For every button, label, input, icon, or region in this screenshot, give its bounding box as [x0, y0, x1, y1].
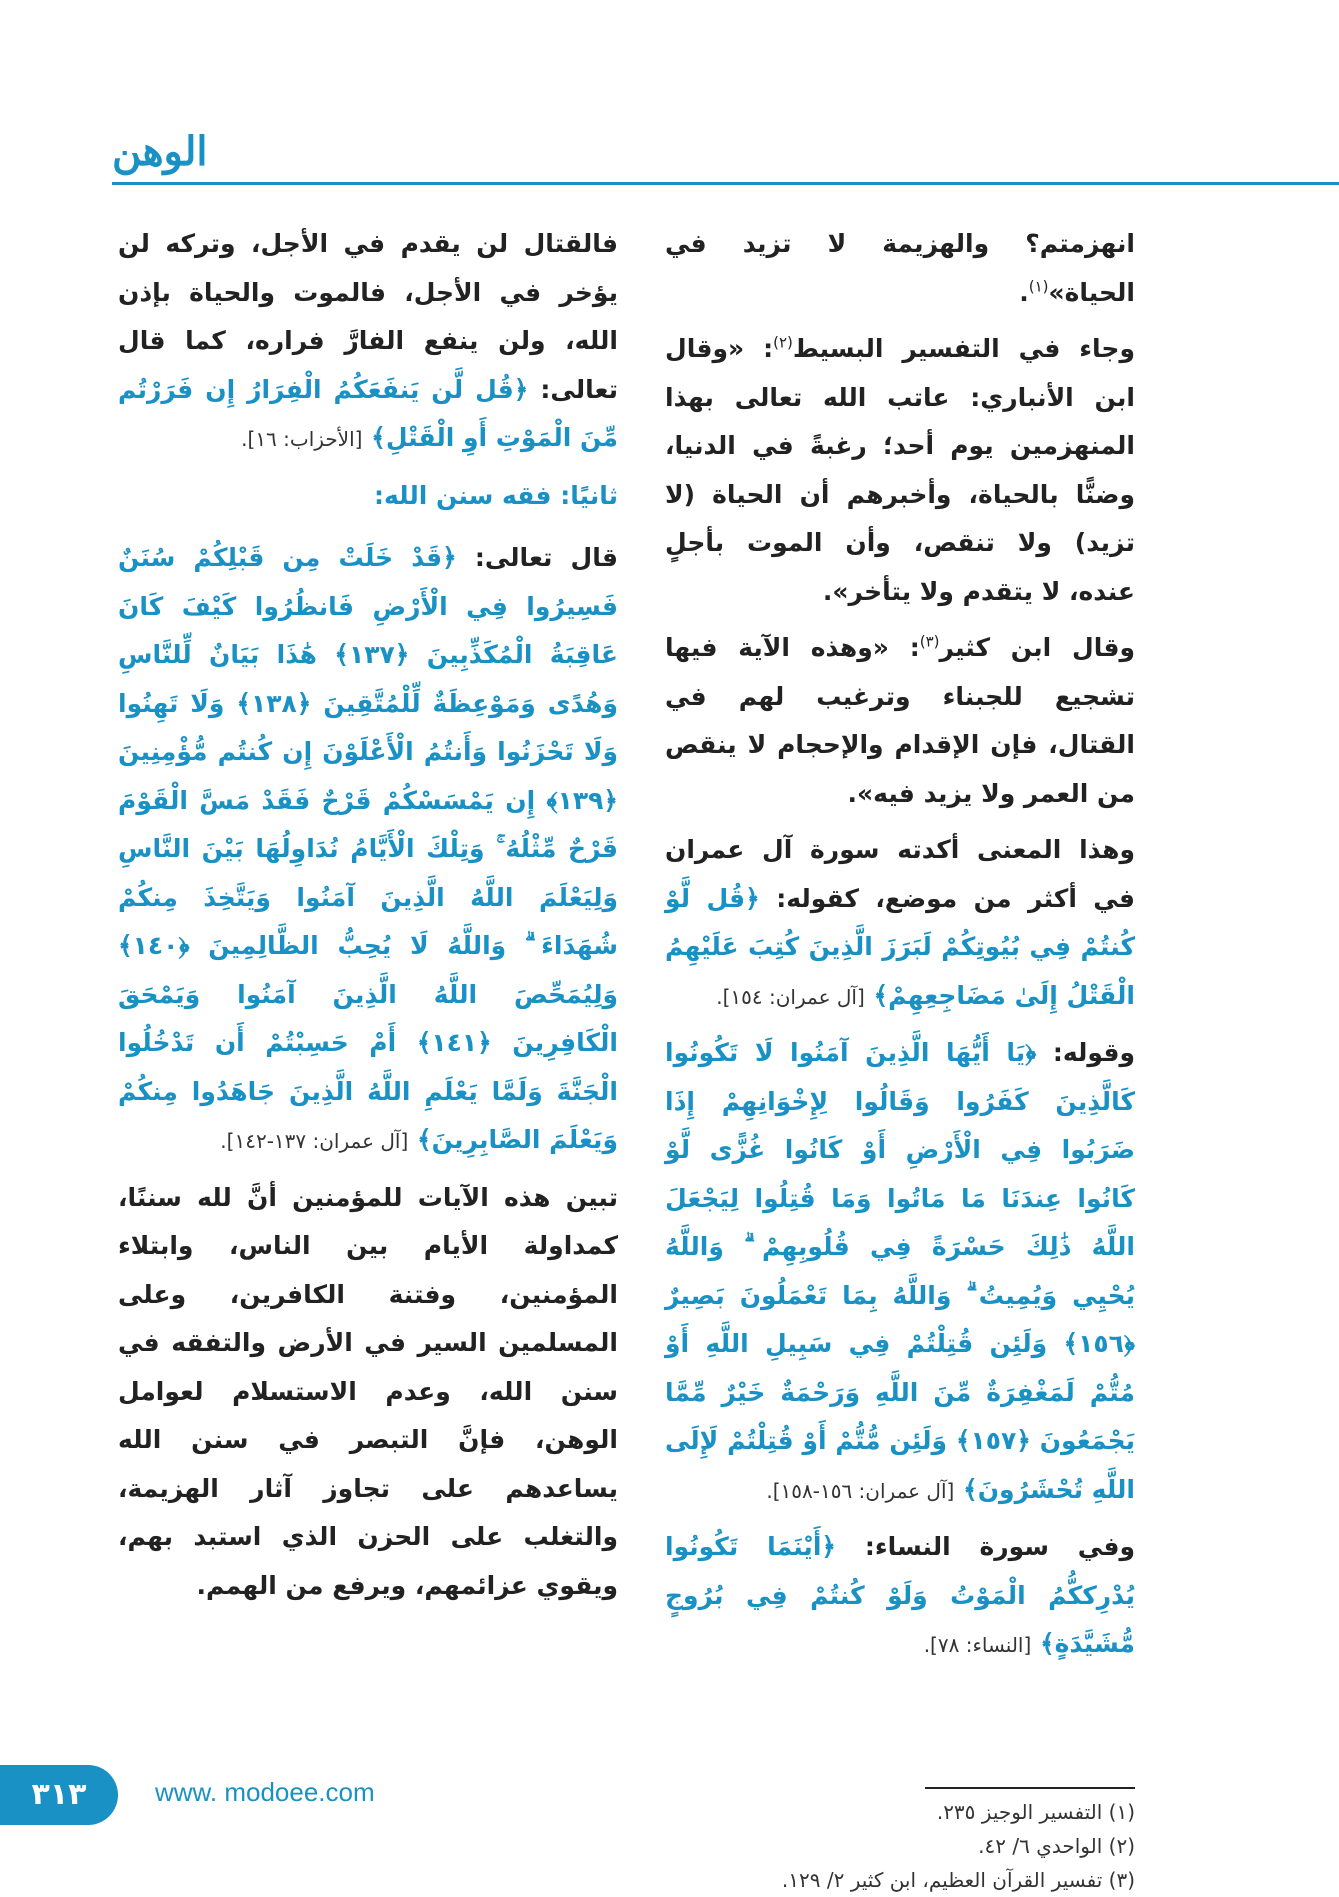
text: انهزمتم؟ والهزيمة لا تزيد في الحياة» — [665, 229, 1135, 307]
quran-verse: ﴿أَيْنَمَا تَكُونُوا يُدْرِككُّمُ الْمَوْتُ وَلَوْ كُنتُمْ فِي بُرُوجٍ مُّشَيَّدَةٍ﴾ — [665, 1532, 1135, 1658]
paragraph — [665, 1523, 1135, 1670]
footnote-marker[interactable]: (١) — [1028, 277, 1049, 296]
paragraph — [665, 1029, 1135, 1515]
page-number-badge: ٣١٣ — [0, 1765, 118, 1825]
text: وقال ابن كثير — [939, 633, 1135, 662]
footnote-marker[interactable]: (٣) — [919, 632, 940, 651]
text: : «وهذه الآية فيها تشجيع للجبناء وترغيب لهم في القتال، فإن الإقدام والإحجام لا ينقص من العمر ولا يزيد فيه». — [665, 633, 1135, 808]
text: : «وقال ابن الأنباري: عاتب الله تعالى بهذا المنهزمين يوم أحد؛ رغبةً في الدنيا، وضنًّا بالحياة، وأخبرهم أن الحياة (لا تزيد) ولا تنقص، وأن الموت بأجلٍ عنده، لا يتقدم ولا يتأخر». — [665, 334, 1135, 606]
paragraph — [665, 624, 1135, 818]
footnote-item: (١) التفسير الوجيز ٢٣٥. — [936, 1800, 1135, 1824]
footnote-divider — [925, 1787, 1135, 1789]
footnote-marker[interactable]: (٢) — [773, 333, 793, 352]
text: وهذا المعنى أكدته سورة آل عمران في أكثر من موضع، كقوله: — [665, 835, 1135, 913]
text: فالقتال لن يقدم في الأجل، وتركه لن يؤخر في الأجل، فالموت والحياة بإذن الله، ولن ينفع الفارَّ فراره، كما قال تعالى: — [118, 229, 618, 404]
paragraph — [665, 826, 1135, 1021]
text: وجاء في التفسير البسيط — [792, 334, 1135, 363]
section-subheading: ثانيًا: فقه سنن الله: — [374, 480, 618, 510]
text: قال تعالى: — [474, 543, 618, 572]
text: وفي سورة النساء: — [864, 1532, 1135, 1561]
paragraph: تبين هذه الآيات للمؤمنين أنَّ لله سننًا، كمداولة الأيام بين الناس، وابتلاء المؤمنين، وفتنة الكافرين، وعلى المسلمين السير في الأرض والتفقه في سنن الله، وعدم الاستسلام لعوامل الوهن، فإنَّ التبصر في سنن الله يساعدهم على تجاوز آثار الهزيمة، والتغلب على الحزن الذي استبد بهم، ويقوي عزائمهم، ويرفع من الهمم. — [118, 1182, 618, 1600]
verse-reference: [النساء: ٧٨]. — [923, 1633, 1032, 1657]
quran-verse: ﴿يَا أَيُّهَا الَّذِينَ آمَنُوا لَا تَكُونُوا كَالَّذِينَ كَفَرُوا وَقَالُوا لِإِخْوَانِهِمْ إِذَا ضَرَبُوا فِي الْأَرْضِ أَوْ كَانُوا غُزًّى لَّوْ كَانُوا عِندَنَا مَا مَاتُوا وَمَا قُتِلُوا لِيَجْعَلَ اللَّهُ ذَٰلِكَ حَسْرَةً فِي قُلُوبِهِمْ ۗ وَاللَّهُ يُحْيِي وَيُمِيتُ ۗ وَاللَّهُ بِمَا تَعْمَلُونَ بَصِيرٌ ﴿١٥٦﴾ وَلَئِن قُتِلْتُمْ فِي سَبِيلِ اللَّهِ أَوْ مُتُّمْ لَمَغْفِرَةٌ مِّنَ اللَّهِ وَرَحْمَةٌ خَيْرٌ مِّمَّا يَجْمَعُونَ ﴿١٥٧﴾ وَلَئِن مُّتُّمْ أَوْ قُتِلْتُمْ لَإِلَى اللَّهِ تُحْشَرُونَ﴾ — [665, 1038, 1136, 1504]
verse-reference: [آل عمران: ١٥٦-١٥٨]. — [766, 1478, 955, 1503]
footnotes — [665, 1795, 1135, 1897]
footnote-item: (٣) تفسير القرآن العظيم، ابن كثير ٢/ ١٢٩. — [781, 1868, 1135, 1892]
quran-verse: ﴿قُل لَّوْ كُنتُمْ فِي بُيُوتِكُمْ لَبَرَزَ الَّذِينَ كُتِبَ عَلَيْهِمُ الْقَتْلُ إِلَىٰ مَضَاجِعِهِمْ﴾ — [665, 883, 1135, 1010]
verse-reference: [الأحزاب: ١٦]. — [241, 427, 363, 451]
quran-verse: ﴿قَدْ خَلَتْ مِن قَبْلِكُمْ سُنَنٌ فَسِيرُوا فِي الْأَرْضِ فَانظُرُوا كَيْفَ كَانَ عَاقِبَةُ الْمُكَذِّبِينَ ﴿١٣٧﴾ هَٰذَا بَيَانٌ لِّلنَّاسِ وَهُدًى وَمَوْعِظَةٌ لِّلْمُتَّقِينَ ﴿١٣٨﴾ وَلَا تَهِنُوا وَلَا تَحْزَنُوا وَأَنتُمُ الْأَعْلَوْنَ إِن كُنتُم مُّؤْمِنِينَ ﴿١٣٩﴾ إِن يَمْسَسْكُمْ قَرْحٌ فَقَدْ مَسَّ الْقَوْمَ قَرْحٌ مِّثْلُهُ ۚ وَتِلْكَ الْأَيَّامُ نُدَاوِلُهَا بَيْنَ النَّاسِ وَلِيَعْلَمَ اللَّهُ الَّذِينَ آمَنُوا وَيَتَّخِذَ مِنكُمْ شُهَدَاءَ ۗ وَاللَّهُ لَا يُحِبُّ الظَّالِمِينَ ﴿١٤٠﴾ وَلِيُمَحِّصَ اللَّهُ الَّذِينَ آمَنُوا وَيَمْحَقَ الْكَافِرِينَ ﴿١٤١﴾ أَمْ حَسِبْتُمْ أَن تَدْخُلُوا الْجَنَّةَ وَلَمَّا يَعْلَمِ اللَّهُ الَّذِينَ جَاهَدُوا مِنكُمْ وَيَعْلَمَ الصَّابِرِينَ﴾ — [118, 543, 619, 1154]
verse-reference: [آل عمران: ١٣٧-١٤٢]. — [220, 1129, 409, 1153]
quran-verse: ﴿قُل لَّن يَنفَعَكُمُ الْفِرَارُ إِن فَرَرْتُم مِّنَ الْمَوْتِ أَوِ الْقَتْلِ﴾ — [118, 374, 618, 452]
paragraph — [665, 220, 1135, 317]
website-link[interactable]: www. modoee.com — [155, 1777, 375, 1807]
header-divider — [112, 182, 1339, 185]
page-title: الوهن — [112, 128, 208, 175]
text: وقوله: — [1052, 1038, 1135, 1067]
verse-reference: [آل عمران: ١٥٤]. — [716, 984, 865, 1009]
paragraph — [665, 325, 1135, 616]
left-column — [118, 220, 618, 1618]
paragraph — [118, 220, 618, 464]
right-column — [665, 220, 1135, 1678]
footnote-item: (٢) الواحدي ٦/ ٤٢. — [978, 1834, 1135, 1858]
paragraph — [118, 534, 618, 1166]
text: . — [1019, 277, 1029, 307]
